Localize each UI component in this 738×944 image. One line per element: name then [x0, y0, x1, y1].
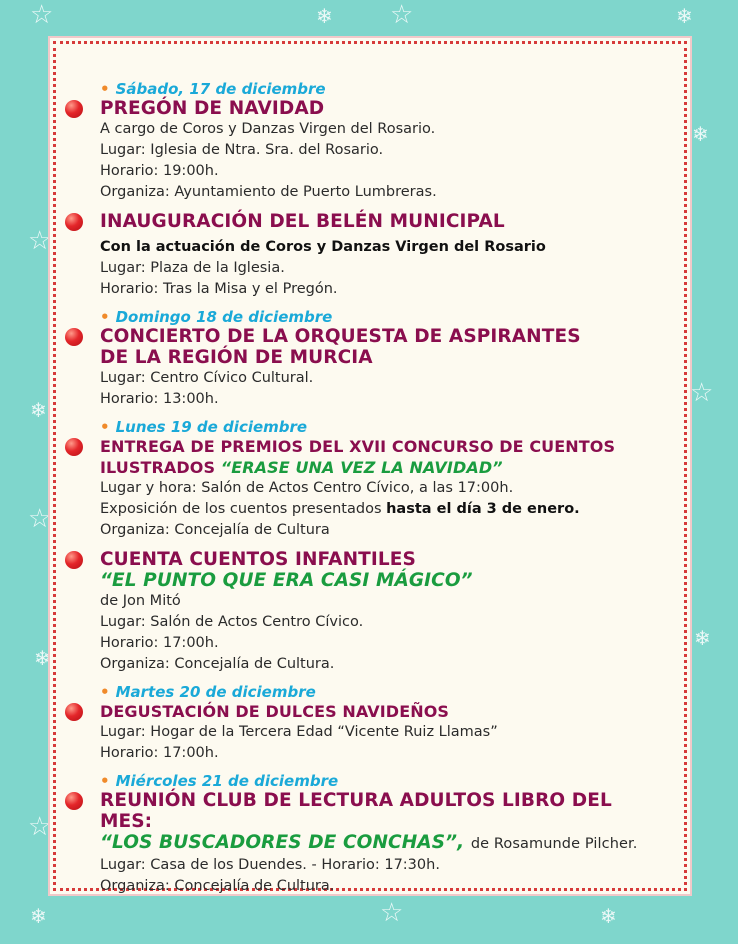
snowflake-icon: ❄ — [600, 904, 617, 928]
event-line: A cargo de Coros y Danzas Virgen del Rosario. — [100, 121, 436, 137]
event-title: DE LA REGIÓN DE MURCIA — [100, 347, 373, 368]
bullet-icon: • — [100, 80, 110, 98]
bullet-icon: • — [100, 308, 110, 326]
snowflake-icon: ❄ — [694, 626, 711, 650]
bullet-icon: • — [100, 418, 110, 436]
program-card — [53, 41, 687, 894]
snowflake-icon: ❄ — [316, 4, 333, 28]
star-icon: ☆ — [380, 898, 404, 928]
event-line: Con la actuación de Coros y Danzas Virgen del Rosario — [100, 239, 546, 255]
day-heading: • Martes 20 de diciembre — [100, 683, 316, 701]
event-line: Lugar: Salón de Actos Centro Cívico. — [100, 614, 364, 630]
event-title: ENTREGA DE PREMIOS DEL XVII CONCURSO DE CUENTOS — [100, 436, 660, 457]
event-title: INAUGURACIÓN DEL BELÉN MUNICIPAL — [100, 211, 660, 232]
event-line: Horario: 19:00h. — [100, 163, 219, 179]
ornament-ball-icon — [65, 438, 83, 456]
event-line: Horario: 13:00h. — [100, 391, 219, 407]
snowflake-icon: ❄ — [34, 646, 51, 670]
snowflake-icon: ❄ — [30, 904, 47, 928]
star-icon: ☆ — [28, 226, 52, 256]
event-line: Horario: 17:00h. — [100, 745, 219, 761]
bullet-icon: • — [100, 683, 110, 701]
event-title: PREGÓN DE NAVIDAD — [100, 98, 660, 119]
day-heading: • Miércoles 21 de diciembre — [100, 772, 339, 790]
event-title: DEGUSTACIÓN DE DULCES NAVIDEÑOS — [100, 701, 660, 722]
bullet-icon: • — [100, 772, 110, 790]
event-line: Lugar: Iglesia de Ntra. Sra. del Rosario. — [100, 142, 384, 158]
event-line: Lugar y hora: Salón de Actos Centro Cívico, a las 17:00h. — [100, 480, 514, 496]
event-title: CONCIERTO DE LA ORQUESTA DE ASPIRANTES — [100, 326, 660, 347]
event-line: Organiza: Concejalía de Cultura. — [100, 878, 335, 894]
event-line: Horario: 17:00h. — [100, 635, 219, 651]
day-heading: • Lunes 19 de diciembre — [100, 418, 308, 436]
event-line: Exposición de los cuentos presentados hasta el día 3 de enero. — [100, 501, 580, 517]
event-line: Organiza: Ayuntamiento de Puerto Lumbreras. — [100, 184, 437, 200]
event-title: REUNIÓN CLUB DE LECTURA ADULTOS LIBRO DEL MES: — [100, 790, 660, 832]
event-line: Lugar: Centro Cívico Cultural. — [100, 370, 314, 386]
snowflake-icon: ❄ — [692, 122, 709, 146]
event-title: CUENTA CUENTOS INFANTILES — [100, 549, 660, 570]
star-icon: ☆ — [390, 0, 414, 30]
star-icon: ☆ — [690, 378, 714, 408]
event-line: Lugar: Plaza de la Iglesia. — [100, 260, 285, 276]
event-line: Lugar: Casa de los Duendes. - Horario: 17:30h. — [100, 857, 440, 873]
day-heading: • Domingo 18 de diciembre — [100, 308, 333, 326]
day-heading: • Sábado, 17 de diciembre — [100, 80, 326, 98]
snowflake-icon: ❄ — [30, 398, 47, 422]
snowflake-icon: ❄ — [676, 4, 693, 28]
program-list — [100, 72, 660, 897]
star-icon: ☆ — [28, 812, 52, 842]
ornament-ball-icon — [65, 703, 83, 721]
ornament-ball-icon — [65, 213, 83, 231]
ornament-ball-icon — [65, 551, 83, 569]
star-icon: ☆ — [30, 0, 54, 30]
ornament-ball-icon — [65, 792, 83, 810]
event-subtitle: “EL PUNTO QUE ERA CASI MÁGICO” — [100, 570, 473, 591]
event-title: “LOS BUSCADORES DE CONCHAS”, de Rosamunde Pilcher. — [100, 832, 638, 853]
event-line: Lugar: Hogar de la Tercera Edad “Vicente Ruiz Llamas” — [100, 724, 498, 740]
star-icon: ☆ — [28, 504, 52, 534]
event-line: Horario: Tras la Misa y el Pregón. — [100, 281, 338, 297]
event-line: Organiza: Concejalía de Cultura — [100, 522, 330, 538]
event-line: Organiza: Concejalía de Cultura. — [100, 656, 335, 672]
event-line: de Jon Mitó — [100, 593, 181, 609]
ornament-ball-icon — [65, 328, 83, 346]
ornament-ball-icon — [65, 100, 83, 118]
event-title: ILUSTRADOS “ERASE UNA VEZ LA NAVIDAD” — [100, 458, 503, 477]
